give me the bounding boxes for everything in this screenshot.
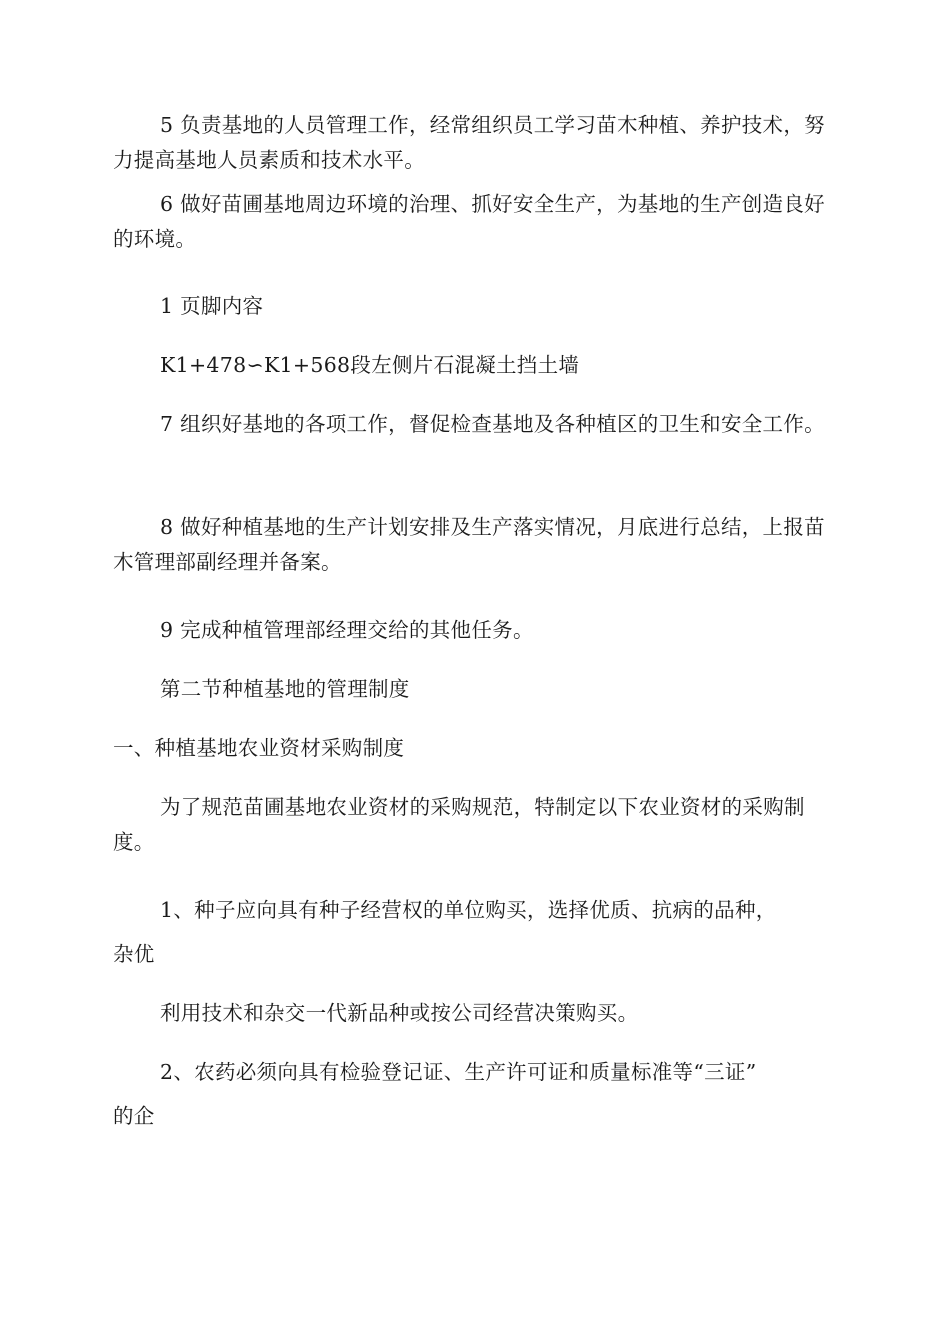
retaining-wall-section: K1+478∽K1+568段左侧片石混凝土挡土墙 bbox=[160, 353, 580, 377]
seed-rule-line-3: 利用技术和杂交一代新品种或按公司经营决策购买。 bbox=[160, 1001, 639, 1025]
seed-rule-line-1: 1、种子应向具有种子经营权的单位购买，选择优质、抗病的品种， bbox=[160, 898, 777, 922]
intro-paragraph: 为了规范苗圃基地农业资材的采购规范，特制定以下农业资材的采购制度。 bbox=[113, 795, 805, 854]
footer-content-label: 1 页脚内容 bbox=[160, 294, 264, 318]
pesticide-rule-line-2: 的企 bbox=[113, 1104, 155, 1128]
paragraph-item-5: 5 负责基地的人员管理工作，经常组织员工学习苗木种植、养护技术，努力提高基地人员素质和技术水平。 bbox=[113, 113, 825, 172]
section-heading: 第二节种植基地的管理制度 bbox=[160, 677, 410, 701]
paragraph-item-8: 8 做好种植基地的生产计划安排及生产落实情况，月底进行总结，上报苗木管理部副经理并备案。 bbox=[113, 515, 825, 574]
pesticide-rule-line-1: 2、农药必须向具有检验登记证、生产许可证和质量标准等“三证” bbox=[160, 1060, 757, 1084]
seed-rule-line-2: 杂优 bbox=[113, 942, 155, 966]
subsection-heading: 一、种植基地农业资材采购制度 bbox=[113, 736, 405, 760]
paragraph-item-7: 7 组织好基地的各项工作，督促检查基地及各种植区的卫生和安全工作。 bbox=[160, 412, 825, 436]
paragraph-item-9: 9 完成种植管理部经理交给的其他任务。 bbox=[160, 618, 534, 642]
paragraph-item-6: 6 做好苗圃基地周边环境的治理、抓好安全生产，为基地的生产创造良好的环境。 bbox=[113, 192, 825, 251]
